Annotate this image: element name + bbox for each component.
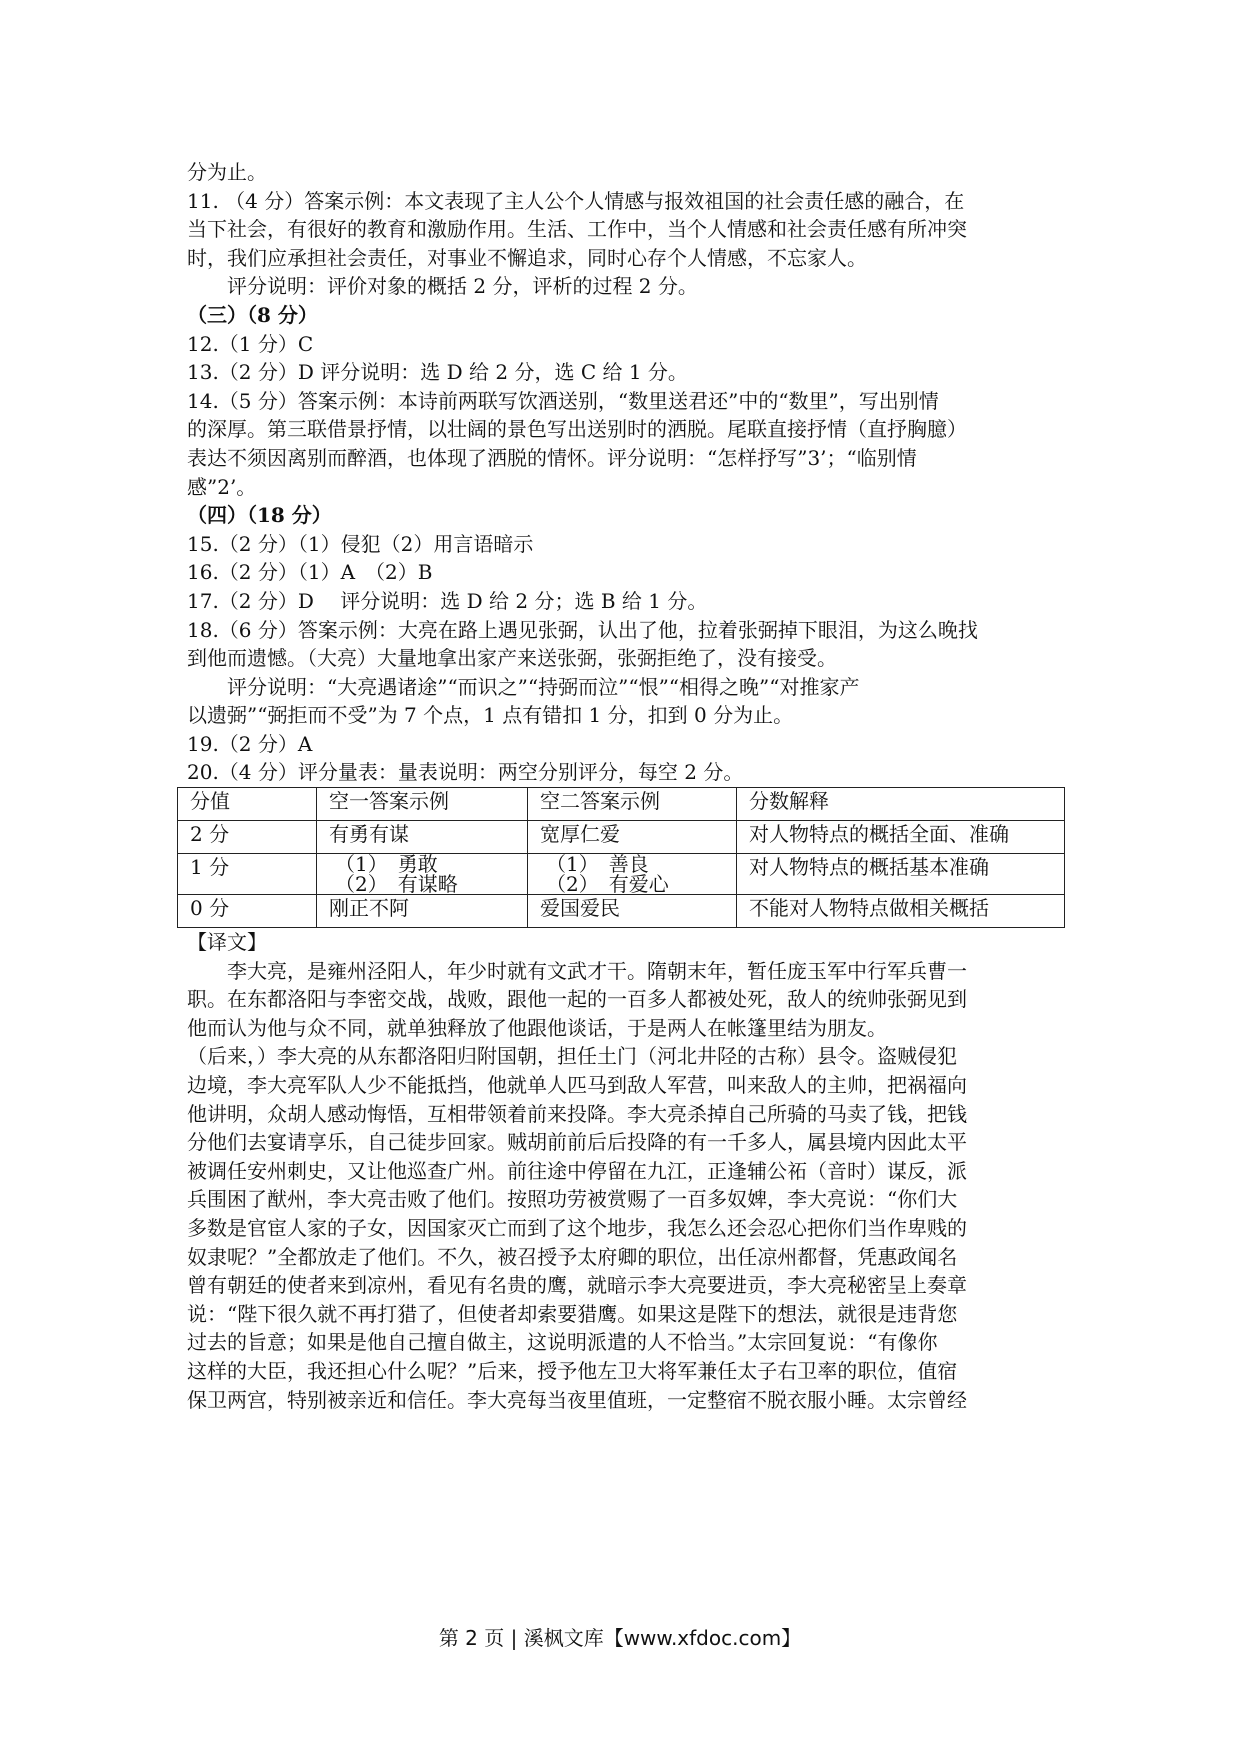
page-footer: 第 2 页 | 溪枫文库【www.xfdoc.com】 bbox=[438, 1626, 802, 1650]
translation-line: 保卫两宫，特别被亲近和信任。李大亮每当夜里值班，一定整宿不脱衣服小睡。太宗曾经 bbox=[187, 1387, 967, 1412]
translation-line: 李大亮，是雍州泾阳人，年少时就有文武才干。隋朝末年，暂任庞玉军中行军兵曹一 bbox=[227, 958, 967, 983]
text-line: 分为止。 bbox=[187, 160, 267, 184]
text-line: 时，我们应承担社会责任，对事业不懈追求，同时心存个人情感，不忘家人。 bbox=[187, 245, 867, 270]
table-cell: 1 分 bbox=[178, 854, 317, 895]
answer-16-line: 16.（2 分）（1）A （2）B bbox=[187, 560, 433, 585]
text-line: 表达不须因离别而醉酒，也体现了洒脱的情怀。评分说明：“怎样抒写”3’；“临别情 bbox=[187, 445, 917, 470]
translation-heading: 【译文】 bbox=[187, 930, 267, 955]
text-line: 感”2’。 bbox=[187, 474, 257, 499]
table-row bbox=[178, 821, 1065, 854]
table-cell-subitem: （1） 勇敢 bbox=[335, 852, 438, 877]
table-cell: 有勇有谋 bbox=[317, 821, 528, 854]
text-line: 以遗弼”“弼拒而不受”为 7 个点，1 点有错扣 1 分，扣到 0 分为止。 bbox=[187, 703, 794, 728]
table-cell bbox=[528, 854, 737, 895]
translation-line: 兵围困了猷州，李大亮击败了他们。按照功劳被赏赐了一百多奴婢，李大亮说：“你们大 bbox=[187, 1187, 958, 1212]
table-header-cell: 空一答案示例 bbox=[317, 788, 528, 821]
translation-line: 被调任安州刺史，又让他巡查广州。前往途中停留在九江，正逢辅公祏（音时）谋反，派 bbox=[187, 1158, 967, 1183]
table-cell: 对人物特点的概括基本准确 bbox=[737, 854, 1065, 895]
table-cell: 宽厚仁爱 bbox=[528, 821, 737, 854]
translation-line: 过去的旨意；如果是他自己擅自做主，这说明派遣的人不恰当。”太宗回复说：“有像你 bbox=[187, 1330, 938, 1355]
translation-line: 曾有朝廷的使者来到凉州，看见有名贵的鹰，就暗示李大亮要进贡，李大亮秘密呈上奏章 bbox=[187, 1273, 967, 1298]
translation-line: 他讲明，众胡人感动悔悟，互相带领着前来投降。李大亮杀掉自己所骑的马卖了钱，把钱 bbox=[187, 1101, 967, 1126]
answer-13-line: 13.（2 分）D 评分说明：选 D 给 2 分，选 C 给 1 分。 bbox=[187, 360, 688, 385]
text-line: 的深厚。第三联借景抒情，以壮阔的景色写出送别时的洒脱。尾联直接抒情（直抒胸臆） bbox=[187, 417, 967, 442]
section-heading-3: （三）（8 分） bbox=[187, 302, 318, 327]
text-line: 到他而遗憾。（大亮）大量地拿出家产来送张弼，张弼拒绝了，没有接受。 bbox=[187, 646, 837, 671]
table-cell bbox=[317, 854, 528, 895]
translation-line: 分他们去宴请享乐，自己徒步回家。贼胡前前后后投降的有一千多人，属县境内因此太平 bbox=[187, 1130, 967, 1155]
answer-17-line: 17.（2 分）D 评分说明：选 D 给 2 分；选 B 给 1 分。 bbox=[187, 588, 708, 613]
answer-14-line: 14.（5 分）答案示例：本诗前两联写饮酒送别，“数里送君还”中的“数里”，写出别情 bbox=[187, 388, 939, 413]
translation-line: 奴隶呢？”全都放走了他们。不久，被召授予太府卿的职位，出任凉州都督，凭惠政闻名 bbox=[187, 1244, 958, 1269]
document-body bbox=[187, 158, 1069, 1414]
translation-line: 多数是官宦人家的子女，因国家灭亡而到了这个地步，我怎么还会忍心把你们当作卑贱的 bbox=[187, 1216, 967, 1240]
translation-line: 说：“陛下很久就不再打猎了，但使者却索要猎鹰。如果这是陛下的想法，就很是违背您 bbox=[187, 1301, 958, 1326]
answer-15-line: 15.（2 分）（1）侵犯（2）用言语暗示 bbox=[187, 531, 534, 556]
translation-line: 边境，李大亮军队人少不能抵挡，他就单人匹马到敌人军营，叫来敌人的主帅，把祸福向 bbox=[187, 1073, 967, 1098]
scoring-note: 评分说明：“大亮遇诸途”“而识之”“持弼而泣”“恨”“相得之晚”“对推家产 bbox=[227, 674, 860, 699]
translation-line: 职。在东都洛阳与李密交战，战败，跟他一起的一百多人都被处死，敌人的统帅张弼见到 bbox=[187, 987, 967, 1012]
table-header-cell: 分数解释 bbox=[737, 788, 1065, 821]
table-row bbox=[178, 895, 1065, 928]
translation-line: （后来，）李大亮的从东都洛阳归附国朝，担任土门（河北井陉的古称）县令。盗贼侵犯 bbox=[187, 1044, 957, 1069]
table-header-cell: 分值 bbox=[178, 788, 317, 821]
scoring-rubric-table bbox=[177, 787, 1065, 928]
table-row bbox=[178, 854, 1065, 895]
answer-12-line: 12.（1 分）C bbox=[187, 331, 314, 356]
table-cell: 0 分 bbox=[178, 895, 317, 928]
table-header-cell: 空二答案示例 bbox=[528, 788, 737, 821]
table-cell: 不能对人物特点做相关概括 bbox=[737, 895, 1065, 928]
scoring-note: 评分说明：评价对象的概括 2 分，评析的过程 2 分。 bbox=[227, 274, 698, 299]
text-line: 当下社会，有很好的教育和激励作用。生活、工作中，当个人情感和社会责任感有所冲突 bbox=[187, 217, 967, 242]
answer-20-line: 20.（4 分）评分量表：量表说明：两空分别评分，每空 2 分。 bbox=[187, 760, 744, 785]
section-heading-4: （四）（18 分） bbox=[187, 503, 332, 528]
table-cell: 爱国爱民 bbox=[528, 895, 737, 928]
table-cell-subitem: （2） 有谋略 bbox=[335, 872, 458, 897]
table-cell: 对人物特点的概括全面、准确 bbox=[737, 821, 1065, 854]
table-header-row bbox=[178, 788, 1065, 821]
answer-19-line: 19.（2 分）A bbox=[187, 731, 313, 756]
answer-18-line: 18.（6 分）答案示例：大亮在路上遇见张弼，认出了他，拉着张弼掉下眼泪，为这么晚找 bbox=[187, 617, 978, 642]
table-cell: 刚正不阿 bbox=[317, 895, 528, 928]
translation-line: 这样的大臣，我还担心什么呢？”后来，授予他左卫大将军兼任太子右卫率的职位，值宿 bbox=[187, 1358, 958, 1383]
table-cell-subitem: （1） 善良 bbox=[546, 852, 649, 877]
answer-11-line: 11. （4 分）答案示例：本文表现了主人公个人情感与报效祖国的社会责任感的融合，在 bbox=[187, 188, 965, 213]
translation-line: 他而认为他与众不同，就单独释放了他跟他谈话，于是两人在帐篷里结为朋友。 bbox=[187, 1015, 887, 1040]
table-cell-subitem: （2） 有爱心 bbox=[546, 872, 669, 897]
table-cell: 2 分 bbox=[178, 821, 317, 854]
